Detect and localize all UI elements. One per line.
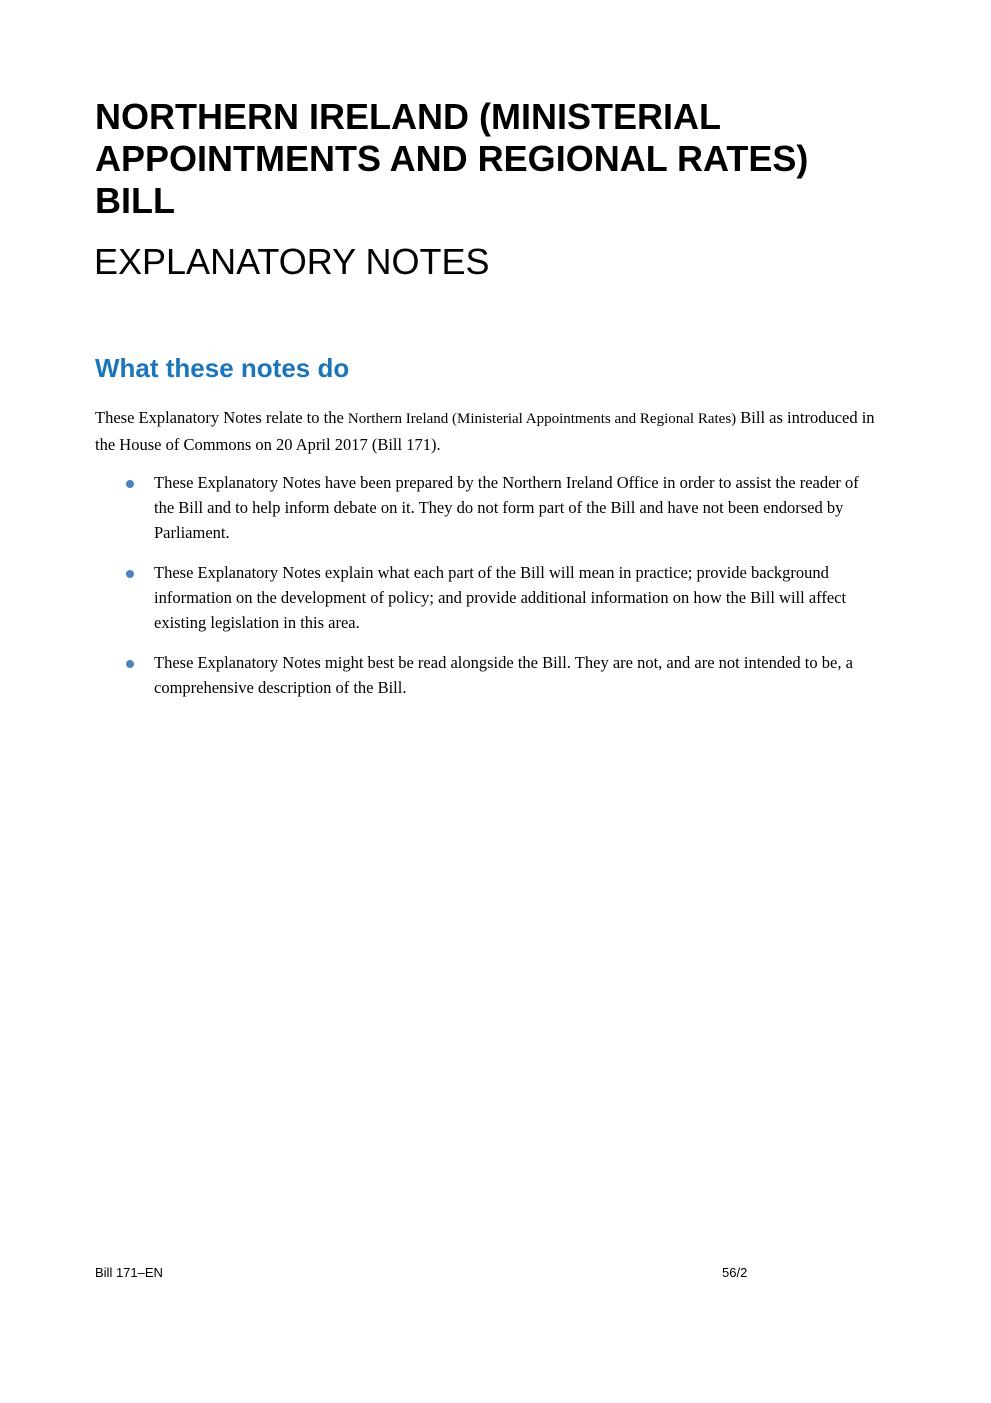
bullet-text: These Explanatory Notes have been prepared by the Northern Ireland Office in order to assist the reader of the Bill and to help inform debate on it. They do not form part of the Bill and have not been endorsed by Parliament. [154,473,859,542]
bill-title-line-1: NORTHERN IRELAND (MINISTERIAL [95,96,721,137]
bill-title [95,96,885,222]
bullet-list [95,470,875,715]
bullet-item [95,650,875,700]
bullet-item [95,560,875,635]
intro-paragraph [95,405,875,457]
intro-suffix: Bill as introduced in the House of Commons on 20 April 2017 (Bill 171). [95,408,875,454]
bullet-dot-icon [126,570,134,578]
footer-bill-reference: Bill 171–EN [95,1265,163,1280]
bullet-dot-icon [126,660,134,668]
bullet-text: These Explanatory Notes might best be read alongside the Bill. They are not, and are not intended to be, a comprehensive description of the Bill. [154,653,853,697]
bullet-item [95,470,875,545]
document-subtitle: EXPLANATORY NOTES [94,241,490,282]
intro-prefix: These Explanatory Notes relate to the [95,408,348,427]
footer-page-code: 56/2 [722,1265,748,1280]
bill-title-line-2: APPOINTMENTS AND REGIONAL RATES) [95,138,809,179]
section-heading: What these notes do [95,353,350,383]
bullet-text: These Explanatory Notes explain what each part of the Bill will mean in practice; provide background information on the development of policy; and provide additional information on how the Bill will affect existing legislation in this area. [154,563,847,632]
intro-bill-name: Northern Ireland (Ministerial Appointments and Regional Rates) [347,411,737,427]
bullet-dot-icon [126,480,134,488]
bill-title-line-3: BILL [95,180,175,221]
